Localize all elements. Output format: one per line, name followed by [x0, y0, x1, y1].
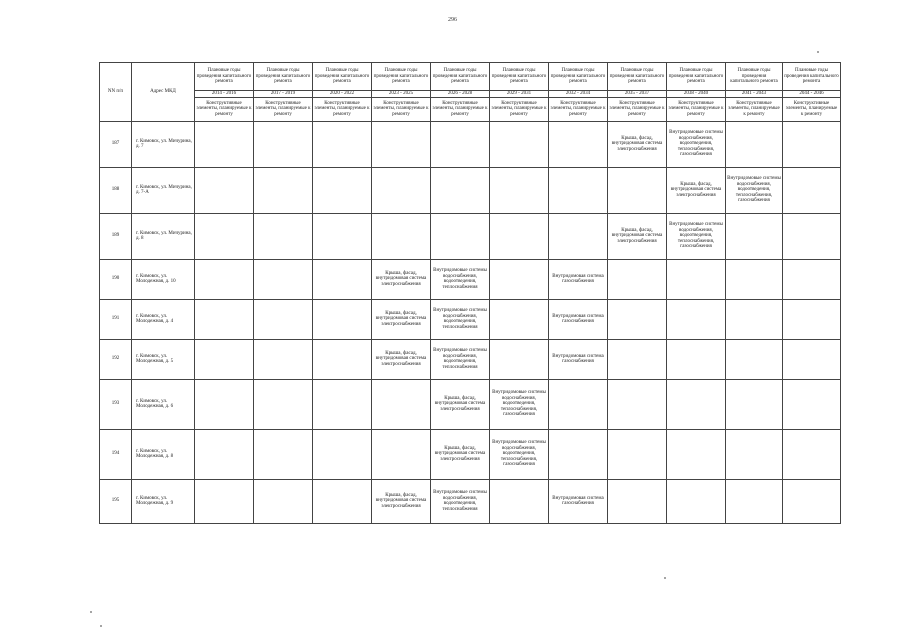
- period-title-header: Плановые годы проведения капитального ремонта: [549, 63, 608, 91]
- repair-works-cell: [254, 429, 313, 479]
- repair-works-cell: [783, 167, 841, 213]
- repair-works-cell: [254, 299, 313, 339]
- repair-works-cell: Внутридомовая система газоснабжения: [549, 479, 608, 523]
- repair-works-cell: [254, 259, 313, 299]
- period-years-header: 2035 - 2037: [608, 91, 667, 98]
- elements-header: Конструктивные элементы, планируемые к ремонту: [431, 97, 490, 121]
- row-number-cell: 195: [100, 479, 132, 523]
- repair-works-cell: [313, 259, 372, 299]
- header-row-periods: [100, 91, 841, 98]
- table-row: [100, 259, 841, 299]
- elements-header: Конструктивные элементы, планируемые к ремонту: [726, 97, 783, 121]
- header-row-titles: [100, 63, 841, 91]
- repair-works-cell: [726, 213, 783, 259]
- repair-works-cell: [726, 121, 783, 167]
- row-number-cell: 188: [100, 167, 132, 213]
- repair-works-cell: [667, 479, 726, 523]
- repair-works-cell: [372, 429, 431, 479]
- row-number-cell: 194: [100, 429, 132, 479]
- header-row-elements: [100, 97, 841, 121]
- repair-works-cell: Крыша, фасад, внутридомовая система электроснабжения: [372, 479, 431, 523]
- row-number-cell: 191: [100, 299, 132, 339]
- address-cell: г. Кимовск, ул. Молодежная, д. 5: [132, 339, 195, 379]
- repair-works-cell: [313, 213, 372, 259]
- address-cell: г. Кимовск, ул. Молодежная, д. 9: [132, 479, 195, 523]
- elements-header: Конструктивные элементы, планируемые к ремонту: [195, 97, 254, 121]
- row-number-cell: 190: [100, 259, 132, 299]
- repair-works-cell: [667, 429, 726, 479]
- period-title-header: Плановые годы проведения капитального ремонта: [608, 63, 667, 91]
- repair-works-cell: [313, 479, 372, 523]
- address-cell: г. Кимовск, ул. Молодежная, д. 4: [132, 299, 195, 339]
- address-cell: г. Кимовск, ул. Мичурина, д. 7-А: [132, 167, 195, 213]
- page-number: 296: [448, 17, 457, 23]
- repair-works-cell: Внутридомовые системы водоснабжения, водоотведения, теплоснабжения: [431, 479, 490, 523]
- repair-works-cell: [783, 479, 841, 523]
- repair-works-cell: [195, 339, 254, 379]
- repair-works-cell: [431, 213, 490, 259]
- repair-works-cell: [313, 121, 372, 167]
- address-cell: г. Кимовск, ул. Молодежная, д. 8: [132, 429, 195, 479]
- repair-works-cell: Внутридомовые системы водоснабжения, водоотведения, теплоснабжения, газоснабжения: [667, 121, 726, 167]
- row-number-cell: 187: [100, 121, 132, 167]
- repair-works-cell: [490, 259, 549, 299]
- period-years-header: 2020 - 2022: [313, 91, 372, 98]
- period-title-header: Плановые годы проведения капитального ремонта: [372, 63, 431, 91]
- repair-works-cell: Внутридомовая система газоснабжения: [549, 259, 608, 299]
- repair-works-cell: Крыша, фасад, внутридомовая система электроснабжения: [667, 167, 726, 213]
- repair-works-cell: [195, 167, 254, 213]
- repair-works-cell: [195, 259, 254, 299]
- scan-speck: [817, 51, 819, 53]
- table-row: [100, 121, 841, 167]
- repair-works-cell: [254, 167, 313, 213]
- repair-works-cell: [726, 259, 783, 299]
- repair-works-cell: [726, 479, 783, 523]
- period-title-header: Плановые годы проведения капитального ремонта: [667, 63, 726, 91]
- repair-works-cell: [254, 379, 313, 429]
- repair-works-cell: Крыша, фасад, внутридомовая система электроснабжения: [372, 259, 431, 299]
- elements-header: Конструктивные элементы, планируемые к ремонту: [783, 97, 841, 121]
- repair-works-cell: [372, 167, 431, 213]
- table-header: [100, 63, 841, 122]
- address-cell: г. Кимовск, ул. Молодежная, д. 6: [132, 379, 195, 429]
- scan-speck: [100, 625, 102, 627]
- table-row: [100, 167, 841, 213]
- repair-works-cell: [783, 379, 841, 429]
- repair-works-cell: [608, 479, 667, 523]
- repair-works-cell: Крыша, фасад, внутридомовая система электроснабжения: [431, 379, 490, 429]
- period-years-header: 2038 - 2040: [667, 91, 726, 98]
- repair-works-cell: [431, 167, 490, 213]
- repair-works-cell: [490, 167, 549, 213]
- repair-works-cell: [195, 299, 254, 339]
- repair-works-cell: [431, 121, 490, 167]
- scan-speck: [90, 611, 92, 613]
- repair-works-cell: [313, 299, 372, 339]
- repair-works-cell: [726, 299, 783, 339]
- repair-works-cell: [195, 479, 254, 523]
- period-title-header: Плановые годы проведения капитального ремонта: [254, 63, 313, 91]
- repair-works-cell: Внутридомовые системы водоснабжения, водоотведения, теплоснабжения: [431, 339, 490, 379]
- row-number-cell: 189: [100, 213, 132, 259]
- period-years-header: 2029 - 2031: [490, 91, 549, 98]
- table-row: [100, 213, 841, 259]
- repair-works-cell: [667, 259, 726, 299]
- row-number-cell: 192: [100, 339, 132, 379]
- repair-works-cell: [608, 259, 667, 299]
- repair-works-cell: Крыша, фасад, внутридомовая система электроснабжения: [431, 429, 490, 479]
- elements-header: Конструктивные элементы, планируемые к ремонту: [549, 97, 608, 121]
- repair-works-cell: [783, 213, 841, 259]
- scan-speck: [664, 577, 666, 579]
- repair-works-cell: [195, 121, 254, 167]
- repair-works-cell: Внутридомовая система газоснабжения: [549, 339, 608, 379]
- repair-works-cell: [490, 479, 549, 523]
- repair-works-cell: [608, 339, 667, 379]
- repair-works-cell: [608, 379, 667, 429]
- table-row: [100, 379, 841, 429]
- repair-works-cell: [313, 167, 372, 213]
- elements-header: Конструктивные элементы, планируемые к ремонту: [490, 97, 549, 121]
- repair-works-cell: [726, 429, 783, 479]
- address-cell: г. Кимовск, ул. Мичурина, д. 7: [132, 121, 195, 167]
- repair-works-cell: Внутридомовые системы водоснабжения, водоотведения, теплоснабжения, газоснабжения: [490, 379, 549, 429]
- repair-works-cell: [783, 259, 841, 299]
- repair-works-cell: [608, 429, 667, 479]
- elements-header: Конструктивные элементы, планируемые к ремонту: [667, 97, 726, 121]
- repair-works-cell: Внутридомовые системы водоснабжения, водоотведения, теплоснабжения, газоснабжения: [726, 167, 783, 213]
- repair-works-cell: [667, 339, 726, 379]
- period-years-header: 2041 - 2043: [726, 91, 783, 98]
- repair-works-cell: [313, 429, 372, 479]
- period-title-header: Плановые годы проведения капитального ремонта: [195, 63, 254, 91]
- elements-header: Конструктивные элементы, планируемые к ремонту: [313, 97, 372, 121]
- capital-repair-plan-table: [99, 62, 841, 524]
- period-title-header: Плановые годы проведения капитального ремонта: [783, 63, 841, 91]
- table-row: [100, 479, 841, 523]
- address-cell: г. Кимовск, ул. Молодежная, д. 10: [132, 259, 195, 299]
- repair-works-cell: [783, 121, 841, 167]
- repair-works-cell: [490, 339, 549, 379]
- period-years-header: 2023 - 2025: [372, 91, 431, 98]
- repair-works-cell: [726, 379, 783, 429]
- repair-works-cell: [490, 299, 549, 339]
- repair-works-cell: [372, 121, 431, 167]
- repair-works-cell: [195, 429, 254, 479]
- table-row: [100, 339, 841, 379]
- table-row: [100, 429, 841, 479]
- period-years-header: 2032 - 2034: [549, 91, 608, 98]
- repair-works-cell: [254, 121, 313, 167]
- row-number-cell: 193: [100, 379, 132, 429]
- period-title-header: Плановые годы проведения капитального ремонта: [490, 63, 549, 91]
- repair-works-cell: [667, 379, 726, 429]
- repair-works-cell: [372, 213, 431, 259]
- repair-works-cell: Крыша, фасад, внутридомовая система электроснабжения: [608, 121, 667, 167]
- table-row: [100, 299, 841, 339]
- period-years-header: 2044 - 2046: [783, 91, 841, 98]
- repair-works-cell: [667, 299, 726, 339]
- repair-works-cell: [783, 299, 841, 339]
- period-title-header: Плановые годы проведения капитального ремонта: [431, 63, 490, 91]
- repair-works-cell: [490, 121, 549, 167]
- repair-works-cell: [783, 429, 841, 479]
- repair-works-cell: Внутридомовые системы водоснабжения, водоотведения, теплоснабжения, газоснабжения: [490, 429, 549, 479]
- repair-works-cell: [254, 213, 313, 259]
- repair-works-cell: [490, 213, 549, 259]
- repair-works-cell: [608, 167, 667, 213]
- column-nn-header: NN п/п: [100, 63, 132, 122]
- period-years-header: 2017 - 2019: [254, 91, 313, 98]
- repair-works-cell: [549, 167, 608, 213]
- repair-works-cell: Внутридомовые системы водоснабжения, водоотведения, теплоснабжения, газоснабжения: [667, 213, 726, 259]
- repair-works-cell: [254, 479, 313, 523]
- table-body: [100, 121, 841, 523]
- address-cell: г. Кимовск, ул. Мичурина, д. 8: [132, 213, 195, 259]
- period-years-header: 2014 - 2016: [195, 91, 254, 98]
- repair-works-cell: [313, 339, 372, 379]
- repair-works-cell: [549, 429, 608, 479]
- period-title-header: Плановые годы проведения капитального ремонта: [313, 63, 372, 91]
- repair-works-cell: [783, 339, 841, 379]
- repair-works-cell: Крыша, фасад, внутридомовая система электроснабжения: [372, 299, 431, 339]
- repair-works-cell: [254, 339, 313, 379]
- repair-works-cell: [549, 379, 608, 429]
- repair-works-cell: [313, 379, 372, 429]
- elements-header: Конструктивные элементы, планируемые к ремонту: [608, 97, 667, 121]
- repair-works-cell: [195, 213, 254, 259]
- elements-header: Конструктивные элементы, планируемые к ремонту: [254, 97, 313, 121]
- repair-works-cell: [608, 299, 667, 339]
- repair-works-cell: [549, 213, 608, 259]
- period-years-header: 2026 - 2028: [431, 91, 490, 98]
- elements-header: Конструктивные элементы, планируемые к ремонту: [372, 97, 431, 121]
- repair-works-cell: Внутридомовые системы водоснабжения, водоотведения, теплоснабжения: [431, 299, 490, 339]
- repair-works-cell: [372, 379, 431, 429]
- repair-works-cell: [726, 339, 783, 379]
- repair-works-cell: Внутридомовая система газоснабжения: [549, 299, 608, 339]
- column-address-header: Адрес МКД: [132, 63, 195, 122]
- repair-works-cell: Крыша, фасад, внутридомовая система электроснабжения: [372, 339, 431, 379]
- repair-works-cell: Крыша, фасад, внутридомовая система электроснабжения: [608, 213, 667, 259]
- repair-works-cell: [195, 379, 254, 429]
- repair-works-cell: Внутридомовые системы водоснабжения, водоотведения, теплоснабжения: [431, 259, 490, 299]
- period-title-header: Плановые годы проведения капитального ремонта: [726, 63, 783, 91]
- repair-works-cell: [549, 121, 608, 167]
